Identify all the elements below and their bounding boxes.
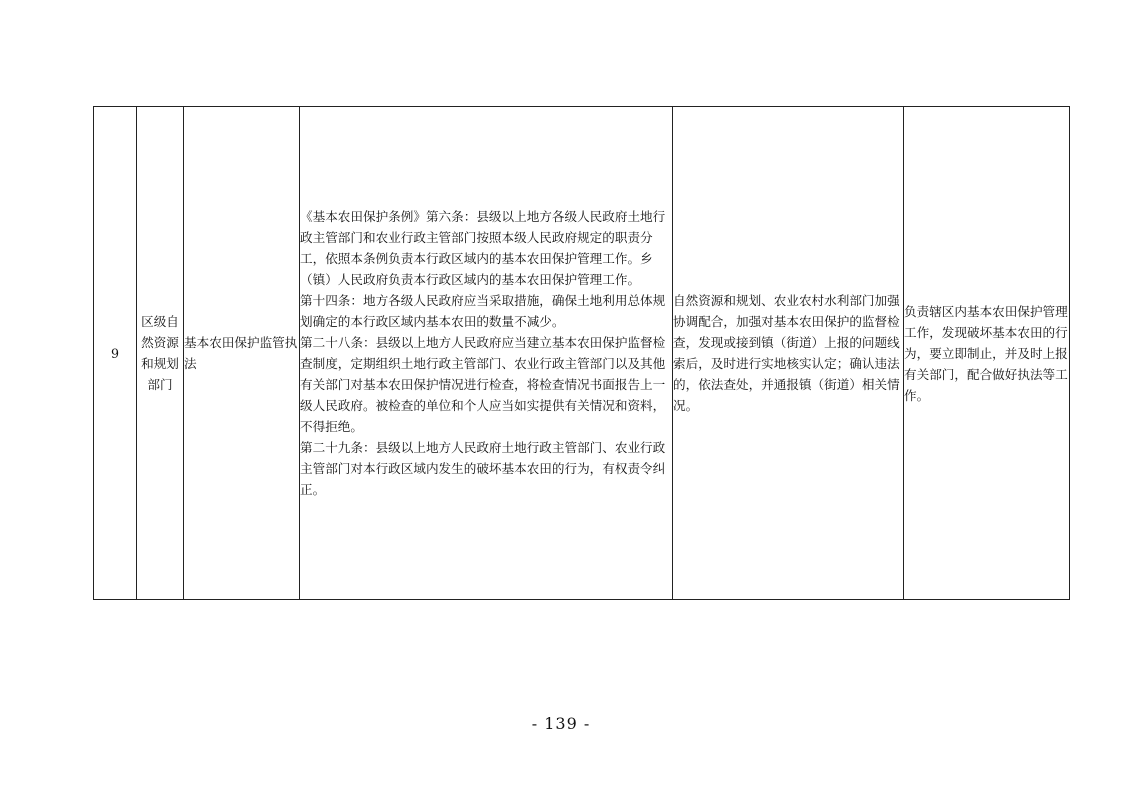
- table-row: [94, 107, 1070, 600]
- row-number: 9: [94, 107, 137, 600]
- town-duty: 负责辖区内基本农田保护管理工作，发现破坏基本农田的行为，要立即制止，并及时上报有关部门，配合做好执法等工作。: [904, 107, 1070, 600]
- page-number: - 139 -: [531, 714, 591, 733]
- legal-basis-article: 《基本农田保护条例》第六条：县级以上地方各级人民政府土地行政主管部门和农业行政主管部门按照本级人民政府规定的职责分工，依照本条例负责本行政区域内的基本农田保护管理工作。乡（镇）人民政府负责本行政区域内的基本农田保护管理工作。: [300, 209, 666, 287]
- matter-name: 基本农田保护监管执法: [184, 107, 300, 600]
- responsible-department: 区级自然资源和规划部门: [137, 107, 184, 600]
- duty-table: [93, 106, 1070, 600]
- legal-basis-cell: [300, 107, 673, 600]
- legal-basis-article: 第十四条：地方各级人民政府应当采取措施，确保土地利用总体规划确定的本行政区域内基本农田的数量不减少。: [300, 293, 666, 329]
- department-duty: 自然资源和规划、农业农村水利部门加强协调配合，加强对基本农田保护的监督检查，发现或接到镇（街道）上报的问题线索后，及时进行实地核实认定；确认违法的，依法查处，并通报镇（街道）相关情况。: [673, 107, 904, 600]
- legal-basis-article: 第二十八条：县级以上地方人民政府应当建立基本农田保护监督检查制度，定期组织土地行政主管部门、农业行政主管部门以及其他有关部门对基本农田保护情况进行检查，将检查情况书面报告上一级人民政府。被检查的单位和个人应当如实提供有关情况和资料，不得拒绝。: [300, 335, 666, 434]
- legal-basis-article: 第二十九条：县级以上地方人民政府土地行政主管部门、农业行政主管部门对本行政区域内发生的破坏基本农田的行为，有权责令纠正。: [300, 440, 666, 497]
